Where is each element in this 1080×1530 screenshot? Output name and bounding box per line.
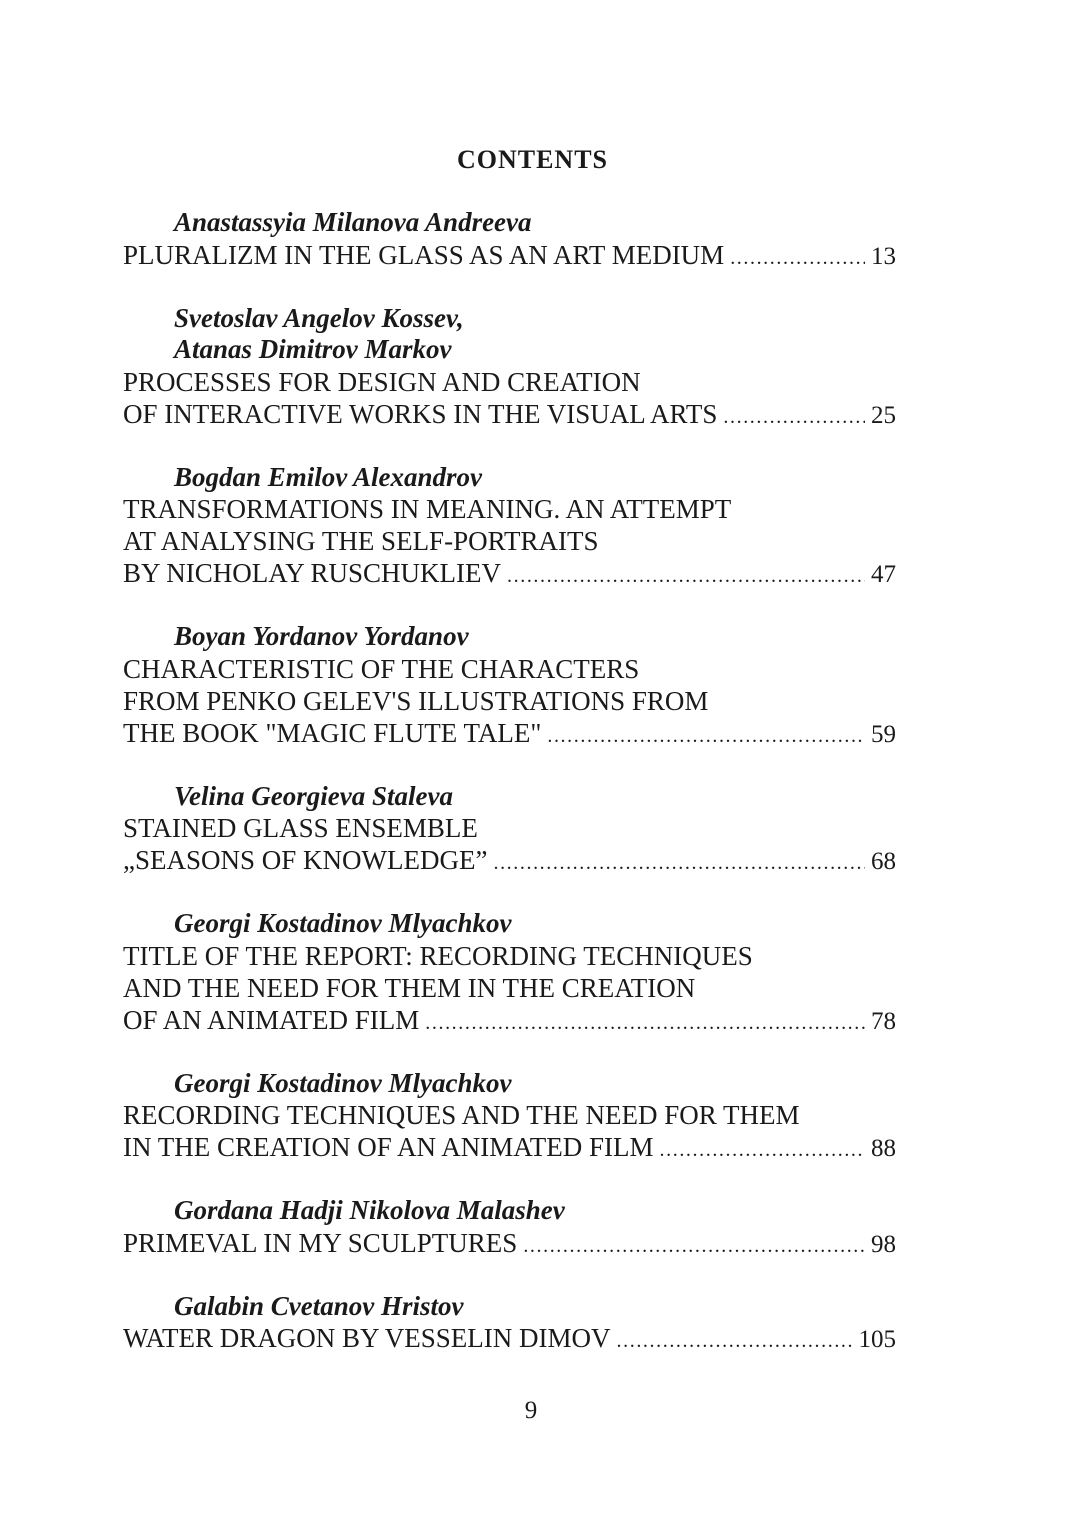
entry-authors (123, 908, 896, 940)
entry-title-text: WATER DRAGON BY VESSELIN DIMOV (123, 1323, 611, 1353)
entry-page-number: 47 (871, 561, 896, 588)
author-name: Bogdan Emilov Alexandrov (174, 461, 483, 492)
entry-title-line: FROM PENKO GELEV'S ILLUSTRATIONS FROM (123, 685, 709, 716)
entry-title-text: IN THE CREATION OF AN ANIMATED FILM (123, 1132, 654, 1162)
dot-leader (660, 1134, 865, 1166)
author-name: Gordana Hadji Nikolova Malashev (174, 1195, 565, 1225)
dot-leader (730, 242, 865, 274)
entry-authors (123, 1195, 896, 1227)
entry-authors (123, 207, 896, 239)
author-name: Boyan Yordanov Yordanov (174, 621, 469, 651)
dot-leader (547, 720, 865, 752)
toc-entry[interactable] (123, 908, 896, 1039)
entry-page-number: 68 (871, 848, 896, 875)
entry-authors (123, 462, 896, 494)
entry-page-number: 105 (858, 1326, 896, 1353)
entry-title-last-line (123, 1004, 896, 1039)
toc-entry[interactable] (123, 1068, 896, 1167)
entry-title-last-line (123, 557, 896, 592)
entry-title-text: PRIMEVAL IN MY SCULPTURES (123, 1227, 518, 1258)
dot-leader (507, 560, 865, 592)
dot-leader (425, 1007, 865, 1039)
dot-leader (723, 401, 865, 433)
entry-title-line: RECORDING TECHNIQUES AND THE NEED FOR THEM (123, 1100, 800, 1130)
toc-entry[interactable] (123, 462, 896, 593)
entry-title-text: OF AN ANIMATED FILM (123, 1004, 420, 1035)
dot-leader (523, 1230, 865, 1262)
dot-leader (493, 847, 865, 879)
author-name: Svetoslav Angelov Kossev, (174, 302, 464, 333)
toc-entry[interactable] (123, 621, 896, 752)
entry-authors (123, 781, 896, 813)
entry-page-number: 78 (871, 1007, 896, 1035)
page-title: CONTENTS (456, 145, 609, 174)
entry-authors (123, 621, 896, 653)
entry-title-line: TRANSFORMATIONS IN MEANING. AN ATTEMPT (123, 494, 732, 524)
author-name: Atanas Dimitrov Markov (174, 334, 452, 364)
author-name: Georgi Kostadinov Mlyachkov (174, 1067, 512, 1098)
entry-page-number: 59 (871, 720, 896, 748)
toc-entry[interactable] (123, 303, 896, 433)
entry-title-line: AND THE NEED FOR THEM IN THE CREATION (123, 972, 696, 1003)
toc-entry[interactable] (123, 1291, 896, 1358)
entry-page-number: 25 (871, 401, 896, 429)
entry-page-number: 88 (871, 1135, 896, 1162)
entry-title-text: THE BOOK "MAGIC FLUTE TALE" (123, 717, 542, 748)
entry-authors (123, 303, 896, 366)
entry-title-line: AT ANALYSING THE SELF-PORTRAITS (123, 526, 599, 556)
entry-title-last-line (123, 239, 896, 274)
entry-page-number: 98 (871, 1230, 896, 1258)
table-of-contents (123, 207, 896, 1386)
entry-title-line: PROCESSES FOR DESIGN AND CREATION (123, 366, 641, 397)
entry-authors (123, 1068, 896, 1100)
author-name: Velina Georgieva Staleva (174, 780, 453, 811)
entry-page-number: 13 (871, 242, 896, 270)
entry-authors (123, 1291, 896, 1323)
entry-title-last-line (123, 1227, 896, 1262)
author-name: Georgi Kostadinov Mlyachkov (174, 908, 512, 938)
entry-title-line: CHARACTERISTIC OF THE CHARACTERS (123, 653, 640, 684)
entry-title-last-line (123, 717, 896, 752)
entry-title-last-line (123, 844, 896, 879)
dot-leader (617, 1325, 853, 1357)
entry-title-line: STAINED GLASS ENSEMBLE (123, 813, 478, 843)
entry-title-text: „SEASONS OF KNOWLEDGE” (123, 845, 488, 875)
author-name: Anastassyia Milanova Andreeva (174, 207, 532, 237)
entry-title-text: BY NICHOLAY RUSCHUKLIEV (123, 558, 502, 588)
entry-title-text: OF INTERACTIVE WORKS IN THE VISUAL ARTS (123, 398, 718, 429)
toc-entry[interactable] (123, 207, 896, 274)
entry-title-text: PLURALIZM IN THE GLASS AS AN ART MEDIUM (123, 239, 725, 270)
entry-title-last-line (123, 398, 896, 433)
author-name: Galabin Cvetanov Hristov (174, 1290, 464, 1321)
page-number: 9 (524, 1397, 538, 1424)
entry-title-line: TITLE OF THE REPORT: RECORDING TECHNIQUES (123, 940, 753, 971)
toc-entry[interactable] (123, 1195, 896, 1262)
entry-title-last-line (123, 1322, 896, 1357)
entry-title-last-line (123, 1131, 896, 1166)
toc-entry[interactable] (123, 781, 896, 880)
